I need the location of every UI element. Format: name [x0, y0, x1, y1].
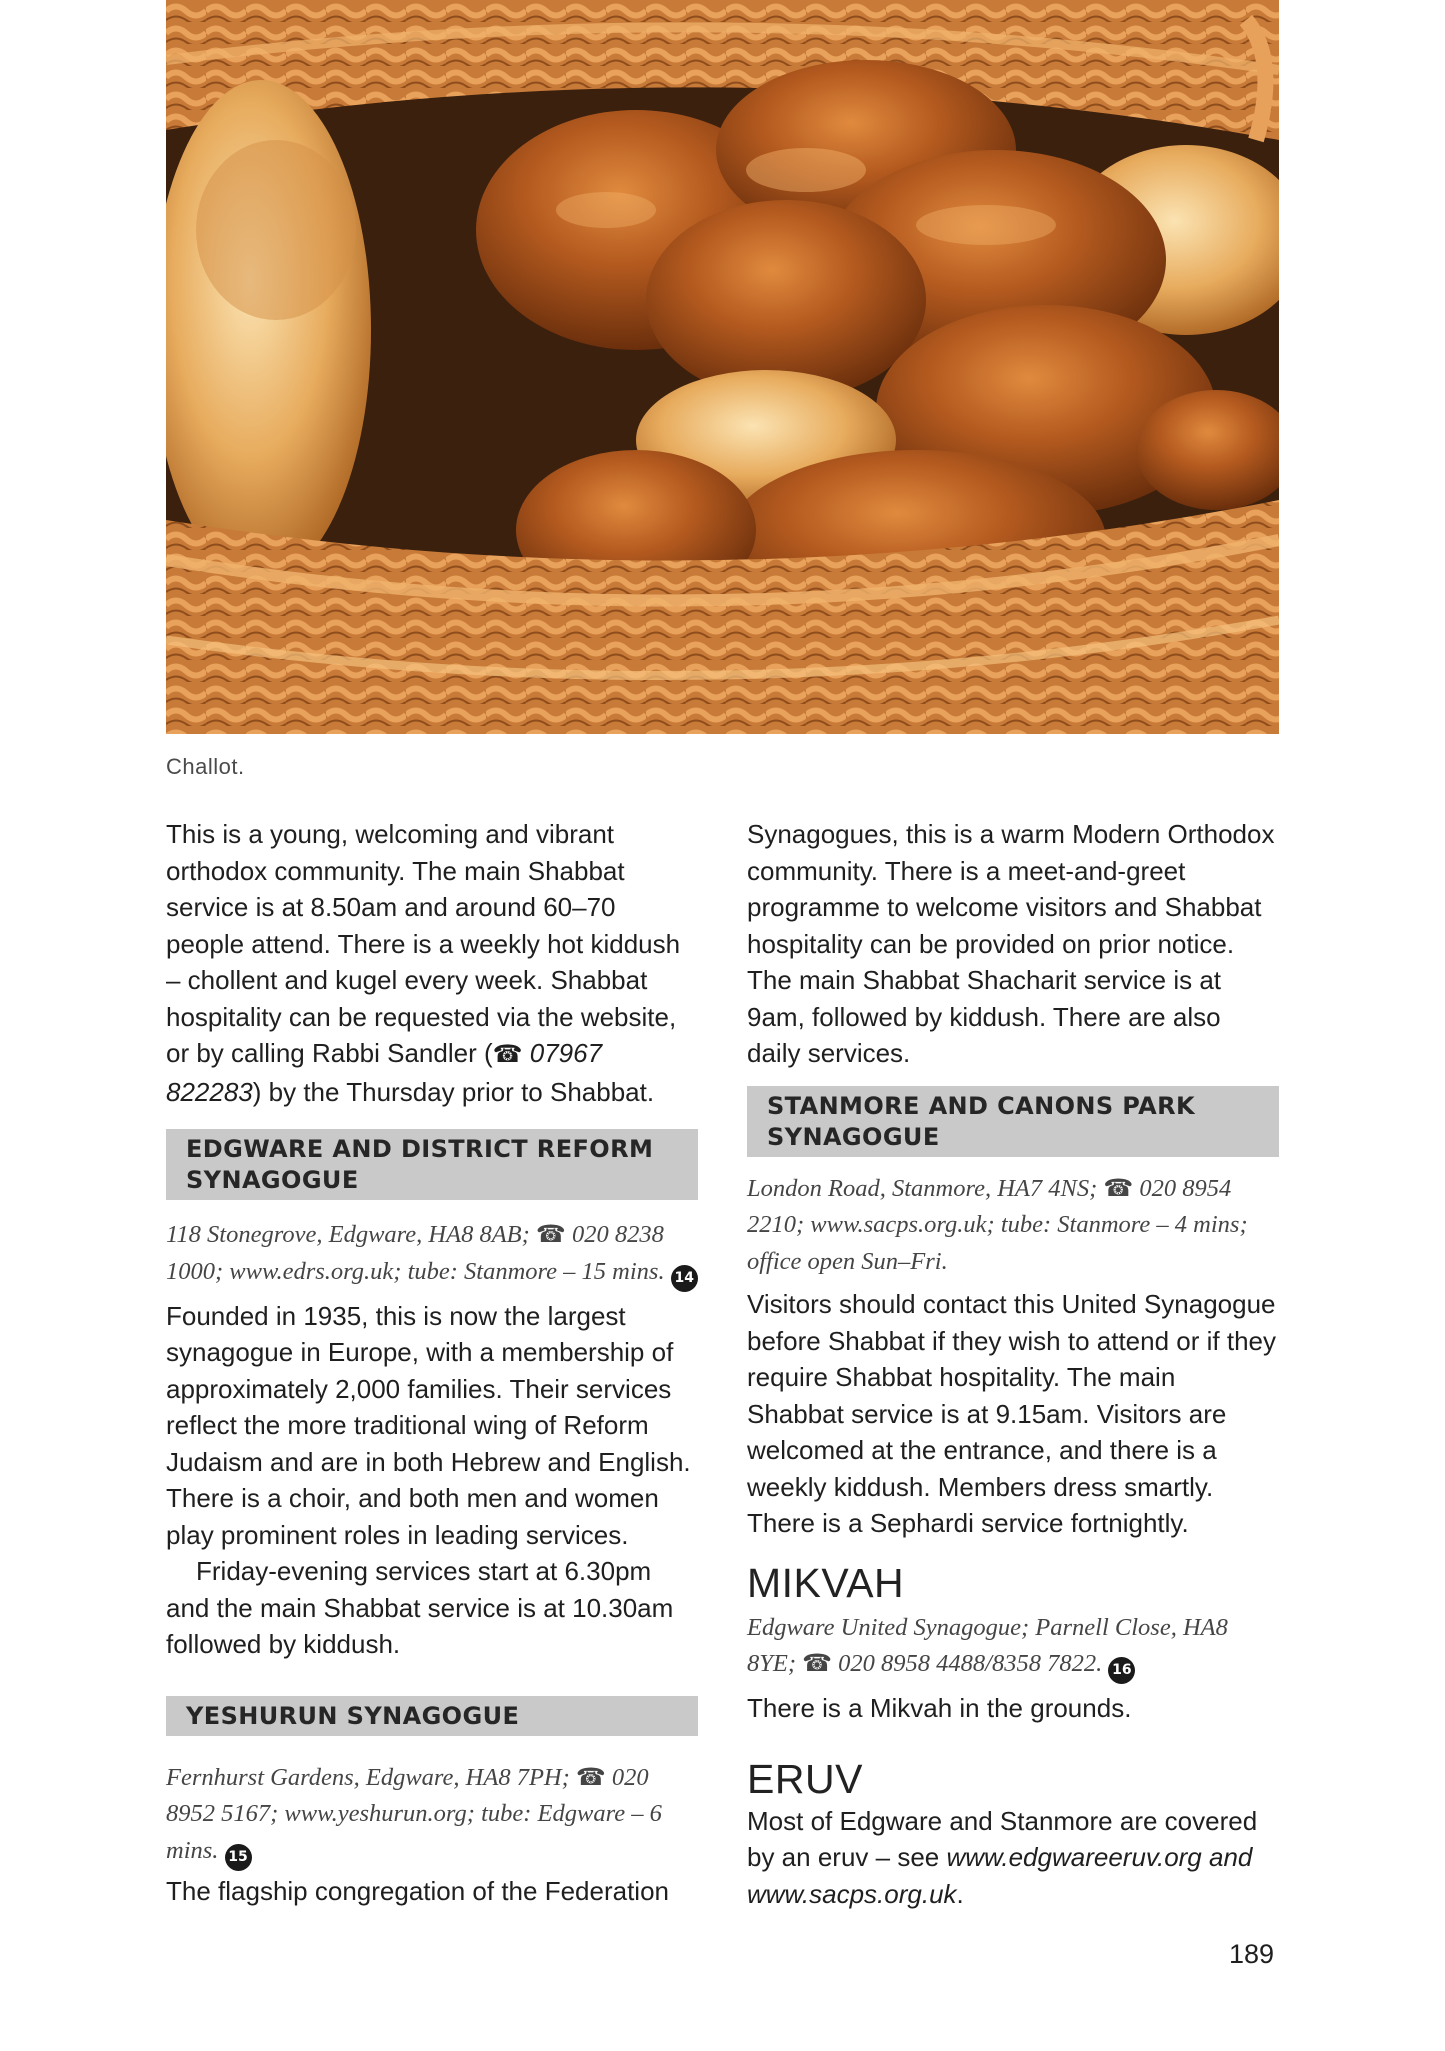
stanmore-address: London Road, Stanmore, HA7 4NS; ☎ 020 8954 2210; www.sacps.org.uk; tube: Stanmore – 4 mins; office open Sun–Fri.	[747, 1174, 1248, 1275]
phone-icon: ☎	[1103, 1175, 1134, 1202]
stanmore-paragraph: Visitors should contact this United Synagogue before Shabbat if they wish to attend or if they require Shabbat hospitality. The main Shabbat service is at 9.15am. Visitors are welcomed at the entrance, and there is a weekly kiddush. Members dress smartly. There is a Sephardi service fortnightly.	[747, 1289, 1276, 1538]
phone-icon: ☎	[492, 1041, 523, 1068]
photo-caption: Challot.	[166, 754, 245, 779]
right-column	[747, 816, 1279, 1912]
edgware-reform-paragraph-1: Founded in 1935, this is now the largest synagogue in Europe, with a membership of approximately 2,000 families. Their services reflect the more traditional wing of Reform Judaism and are in both Hebrew and English. There is a choir, and both men and women play prominent roles in leading services.	[166, 1300, 691, 1550]
yeshurun-continued-paragraph: Synagogues, this is a warm Modern Orthodox community. There is a meet-and-greet programme to welcome visitors and Shabbat hospitality can be provided on prior notice. The main Shabbat Shacharit service is at 9am, followed by kiddush. There are also daily services.	[747, 819, 1275, 1068]
yeshurun-heading: YESHURUN SYNAGOGUE	[166, 1696, 698, 1736]
map-marker-15: 15	[225, 1844, 252, 1871]
stanmore-heading: STANMORE AND CANONS PARK SYNAGOGUE	[747, 1086, 1279, 1157]
edgware-reform-paragraph-2: Friday-evening services start at 6.30pm and the main Shabbat service is at 10.30am followed by kiddush.	[166, 1556, 674, 1659]
eruv-title: ERUV	[747, 1755, 863, 1802]
rabbi-phone-number: 07967 822283	[166, 1038, 603, 1107]
yeshurun-address: Fernhurst Gardens, Edgware, HA8 7PH; ☎ 020 8952 5167; www.yeshurun.org; tube: Edgware – 6 mins. 15	[166, 1760, 698, 1871]
page-number: 189	[1229, 1939, 1275, 1969]
eruv-links[interactable]: www.edgwareeruv.org and www.sacps.org.uk	[747, 1842, 1253, 1909]
eruv-paragraph: Most of Edgware and Stanmore are covered by an eruv – see www.edgwareeruv.org and www.sacps.org.uk.	[747, 1805, 1258, 1909]
left-column	[166, 816, 698, 1909]
intro-paragraph: This is a young, welcoming and vibrant orthodox community. The main Shabbat service is at 8.50am and around 60–70 people attend. There is a weekly hot kiddush – chollent and kugel every week. Shabbat hospitality can be requested via the website, or by calling Rabbi Sandler (☎ 07967 822283) by the Thursday prior to Shabbat.	[166, 819, 681, 1107]
phone-icon: ☎	[535, 1222, 566, 1248]
mikvah-paragraph: There is a Mikvah in the grounds.	[747, 1693, 1132, 1723]
challah-basket-photo	[166, 0, 1279, 734]
phone-icon: ☎	[575, 1764, 606, 1791]
map-marker-14: 14	[671, 1265, 698, 1292]
edgware-reform-address: 118 Stonegrove, Edgware, HA8 8AB; ☎ 020 8238 1000; www.edrs.org.uk; tube: Stanmore – 15 mins. 14	[166, 1217, 698, 1292]
yeshurun-paragraph: The flagship congregation of the Federation	[166, 1875, 670, 1906]
phone-icon: ☎	[802, 1651, 833, 1677]
mikvah-title: MIKVAH	[747, 1559, 905, 1606]
challah-basket-illustration	[166, 0, 1279, 734]
map-marker-16: 16	[1108, 1657, 1135, 1684]
edgware-reform-heading: EDGWARE AND DISTRICT REFORM SYNAGOGUE	[166, 1129, 698, 1200]
mikvah-address: Edgware United Synagogue; Parnell Close, HA8 8YE; ☎ 020 8958 4488/8358 7822. 16	[747, 1610, 1279, 1685]
